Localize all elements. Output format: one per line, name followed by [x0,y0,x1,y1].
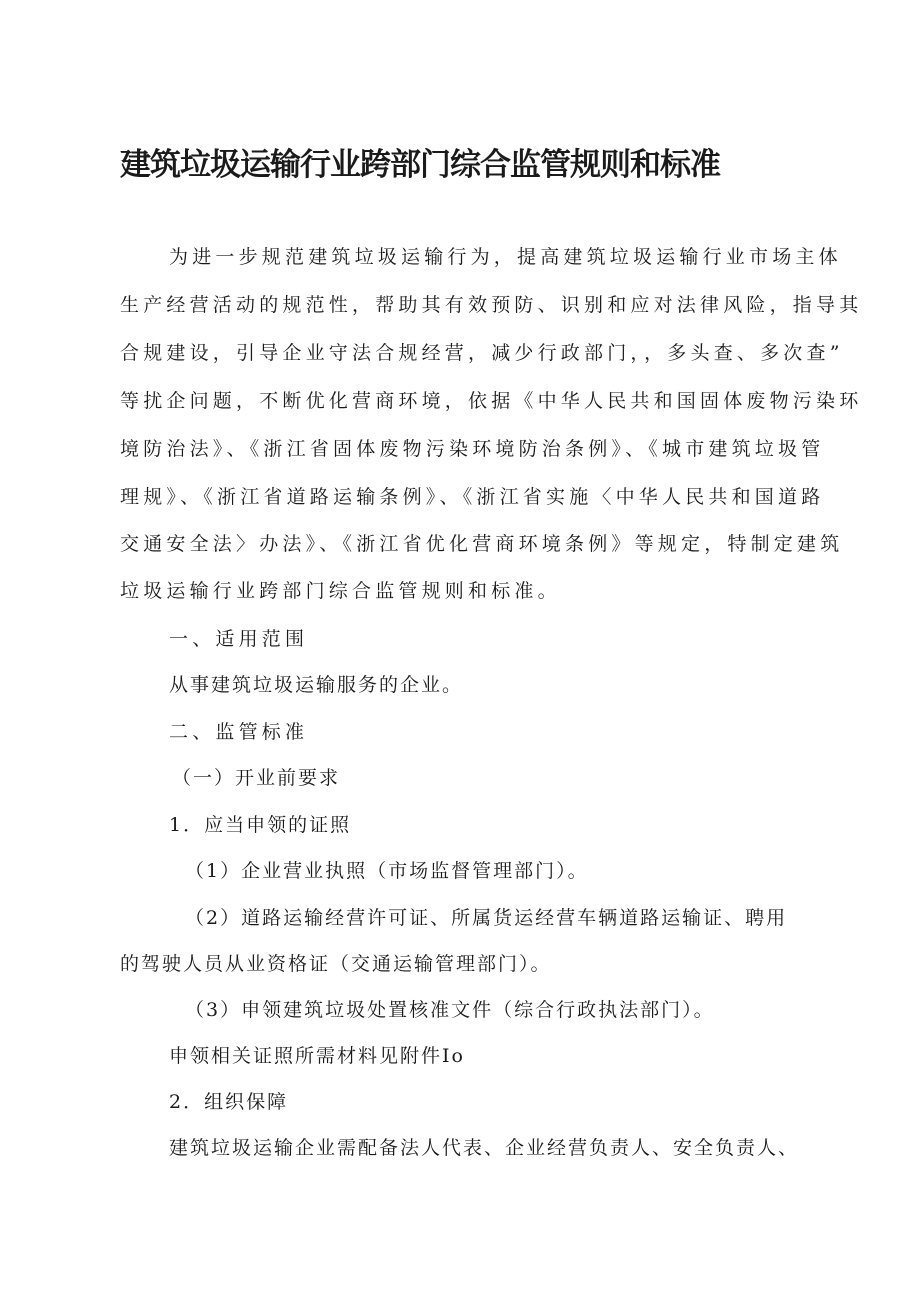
list-item-continuation: 的驾驶人员从业资格证（交通运输管理部门）。 [120,953,552,975]
list-item: （1）企业营业执照（市场监督管理部门）。 [185,860,589,882]
subsection-heading: （一）开业前要求 [172,767,341,789]
intro-line: 垃圾运输行业跨部门综合监管规则和标准。 [120,580,561,602]
item-heading: 1．应当申领的证照 [169,814,352,836]
intro-line: 交通安全法〉办法》、《浙江省优化营商环境条例》等规定，特制定建筑 [120,533,844,555]
intro-line: 合规建设，引导企业守法合规经营，减少行政部门，，多头查、多次查” [120,342,844,364]
body-text: 建筑垃圾运输企业需配备法人代表、企业经营负责人、安全负责人、 [169,1137,800,1159]
section-heading-scope: 一、适用范围 [169,628,309,650]
list-item: （2）道路运输经营许可证、所属货运经营车辆道路运输证、聘用 [185,907,788,929]
intro-line: 为进一步规范建筑垃圾运输行为，提高建筑垃圾运输行业市场主体 [169,246,842,268]
item-heading: 2．组织保障 [169,1091,289,1113]
attachment-note: 申领相关证照所需材料见附件Io [169,1045,465,1067]
document-title: 建筑垃圾运输行业跨部门综合监管规则和标准 [120,147,720,183]
section-text-scope: 从事建筑垃圾运输服务的企业。 [169,674,464,696]
intro-line: 生产经营活动的规范性，帮助其有效预防、识别和应对法律风险，指导其 [120,294,863,316]
list-item: （3）申领建筑垃圾处置核准文件（综合行政执法部门）。 [185,999,715,1021]
intro-line: 理规》、《浙江省道路运输条例》、《浙江省实施〈中华人民共和国道路 [120,486,825,508]
intro-line: 等扰企问题，不断优化营商环境，依据《中华人民共和国固体废物污染环 [120,390,863,412]
intro-line: 境防治法》、《浙江省固体废物污染环境防治条例》、《城市建筑垃圾管 [120,438,825,460]
section-heading-standards: 二、监管标准 [169,721,309,743]
